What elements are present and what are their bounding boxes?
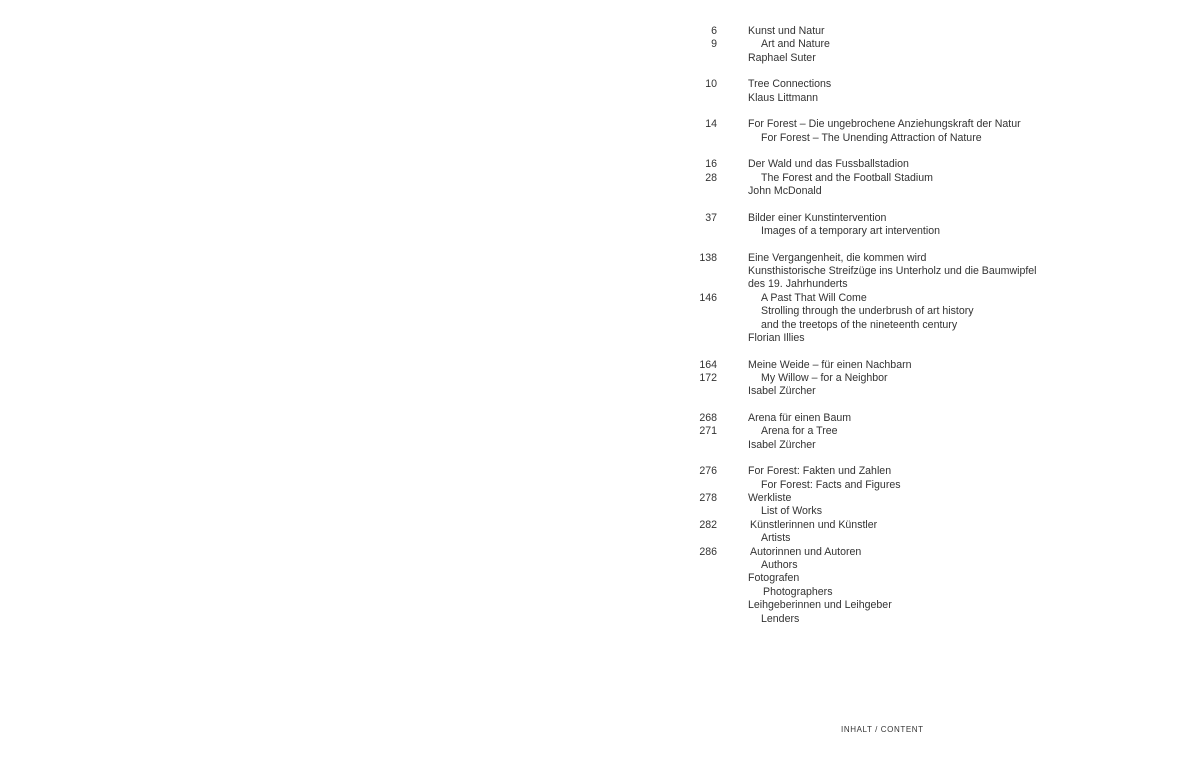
- toc-entry: [690, 25, 1130, 65]
- entry-spacer: [690, 452, 1130, 465]
- entry-title: Lenders: [761, 612, 800, 625]
- entry-spacer: [690, 145, 1130, 158]
- page-number: 146: [699, 291, 717, 304]
- toc-line: [690, 252, 1130, 265]
- toc-line: [690, 505, 1130, 518]
- author-name: Florian Illies: [748, 331, 805, 344]
- toc-line: [690, 465, 1130, 478]
- entry-title: Art and Nature: [761, 38, 830, 51]
- toc-entry: [690, 118, 1130, 145]
- toc-line: [690, 372, 1130, 385]
- entry-title: Arena for a Tree: [761, 425, 838, 438]
- toc-line: [690, 305, 1130, 318]
- toc-line: [690, 319, 1130, 332]
- entry-title: Artists: [761, 532, 791, 545]
- page-number: 14: [705, 118, 717, 131]
- page-number: 282: [699, 518, 717, 531]
- page-number: 268: [699, 411, 717, 424]
- toc-line: [690, 586, 1130, 599]
- entry-title: For Forest – The Unending Attraction of Nature: [761, 131, 982, 144]
- toc-line: [690, 265, 1130, 278]
- toc-line: [690, 132, 1130, 145]
- entry-title: My Willow – for a Neighbor: [761, 371, 888, 384]
- entry-title: Autorinnen und Autoren: [750, 545, 862, 558]
- entry-title: List of Works: [761, 505, 823, 518]
- toc-entry: [690, 158, 1130, 198]
- toc-line: [690, 332, 1130, 345]
- toc-line: [690, 278, 1130, 291]
- toc-line: [690, 212, 1130, 225]
- entry-spacer: [690, 105, 1130, 118]
- toc-line: [690, 359, 1130, 372]
- entry-spacer: [690, 399, 1130, 412]
- toc-line: [690, 492, 1130, 505]
- toc-line: [690, 425, 1130, 438]
- toc-entry: [690, 412, 1130, 452]
- toc-line: [690, 546, 1130, 559]
- entry-title: Strolling through the underbrush of art history: [761, 305, 974, 318]
- entry-spacer: [690, 238, 1130, 251]
- toc-line: [690, 118, 1130, 131]
- toc-line: [690, 572, 1130, 585]
- entry-title: The Forest and the Football Stadium: [761, 171, 933, 184]
- entry-title: Kunsthistorische Streifzüge ins Unterholz und die Baumwipfel: [748, 265, 1037, 278]
- toc-line: [690, 385, 1130, 398]
- entry-title: Tree Connections: [748, 78, 832, 91]
- entry-title: Images of a temporary art intervention: [761, 225, 941, 238]
- toc-line: [690, 92, 1130, 105]
- toc-line: [690, 38, 1130, 51]
- page-number: 271: [699, 425, 717, 438]
- author-name: Klaus Littmann: [748, 91, 819, 104]
- entry-title: Der Wald und das Fussballstadion: [748, 158, 909, 171]
- toc-line: [690, 439, 1130, 452]
- author-name: Raphael Suter: [748, 51, 816, 64]
- table-of-contents: [690, 25, 1130, 626]
- author-name: John McDonald: [748, 185, 822, 198]
- toc-entry: [690, 465, 1130, 626]
- page-number: 28: [705, 171, 717, 184]
- entry-title: Photographers: [763, 585, 833, 598]
- entry-title: For Forest: Fakten und Zahlen: [748, 465, 892, 478]
- entry-title: A Past That Will Come: [761, 291, 867, 304]
- toc-entry: [690, 212, 1130, 239]
- toc-line: [690, 412, 1130, 425]
- entry-spacer: [690, 65, 1130, 78]
- entry-title: For Forest: Facts and Figures: [761, 478, 901, 491]
- toc-line: [690, 52, 1130, 65]
- page-number: 138: [699, 251, 717, 264]
- toc-line: [690, 613, 1130, 626]
- toc-entry: [690, 252, 1130, 346]
- entry-title: For Forest – Die ungebrochene Anziehungskraft der Natur: [748, 118, 1021, 131]
- entry-spacer: [690, 198, 1130, 211]
- page-number: 6: [711, 25, 717, 37]
- entry-title: Meine Weide – für einen Nachbarn: [748, 358, 912, 371]
- entry-spacer: [690, 345, 1130, 358]
- page-number: 172: [699, 371, 717, 384]
- page-number: 286: [699, 545, 717, 558]
- entry-title: Fotografen: [748, 572, 800, 585]
- page-number: 10: [705, 78, 717, 91]
- page-number: 37: [705, 211, 717, 224]
- toc-line: [690, 158, 1130, 171]
- toc-line: [690, 559, 1130, 572]
- entry-title: Arena für einen Baum: [748, 411, 852, 424]
- author-name: Isabel Zürcher: [748, 438, 816, 451]
- toc-line: [690, 25, 1130, 38]
- page-number: 16: [705, 158, 717, 171]
- page-number: 276: [699, 465, 717, 478]
- page-number: 164: [699, 358, 717, 371]
- entry-title: Künstlerinnen und Künstler: [750, 518, 878, 531]
- author-name: Isabel Zürcher: [748, 385, 816, 398]
- entry-title: Authors: [761, 559, 798, 571]
- entry-title: Bilder einer Kunstintervention: [748, 211, 887, 224]
- page-number: 278: [699, 492, 717, 505]
- toc-line: [690, 479, 1130, 492]
- entry-title: Kunst und Natur: [748, 25, 825, 37]
- entry-title: Leihgeberinnen und Leihgeber: [748, 599, 892, 612]
- toc-line: [690, 225, 1130, 238]
- toc-line: [690, 172, 1130, 185]
- page-number: 9: [711, 38, 717, 51]
- toc-line: [690, 532, 1130, 545]
- toc-entry: [690, 78, 1130, 105]
- toc-line: [690, 292, 1130, 305]
- entry-title: Werkliste: [748, 492, 792, 505]
- entry-title: Eine Vergangenheit, die kommen wird: [748, 251, 927, 264]
- toc-line: [690, 185, 1130, 198]
- toc-line: [690, 599, 1130, 612]
- toc-line: [690, 519, 1130, 532]
- entry-title: and the treetops of the nineteenth century: [761, 318, 958, 331]
- entry-title: des 19. Jahrhunderts: [748, 278, 848, 291]
- toc-line: [690, 78, 1130, 91]
- toc-entry: [690, 359, 1130, 399]
- page-footer-label: INHALT / CONTENT: [841, 725, 924, 734]
